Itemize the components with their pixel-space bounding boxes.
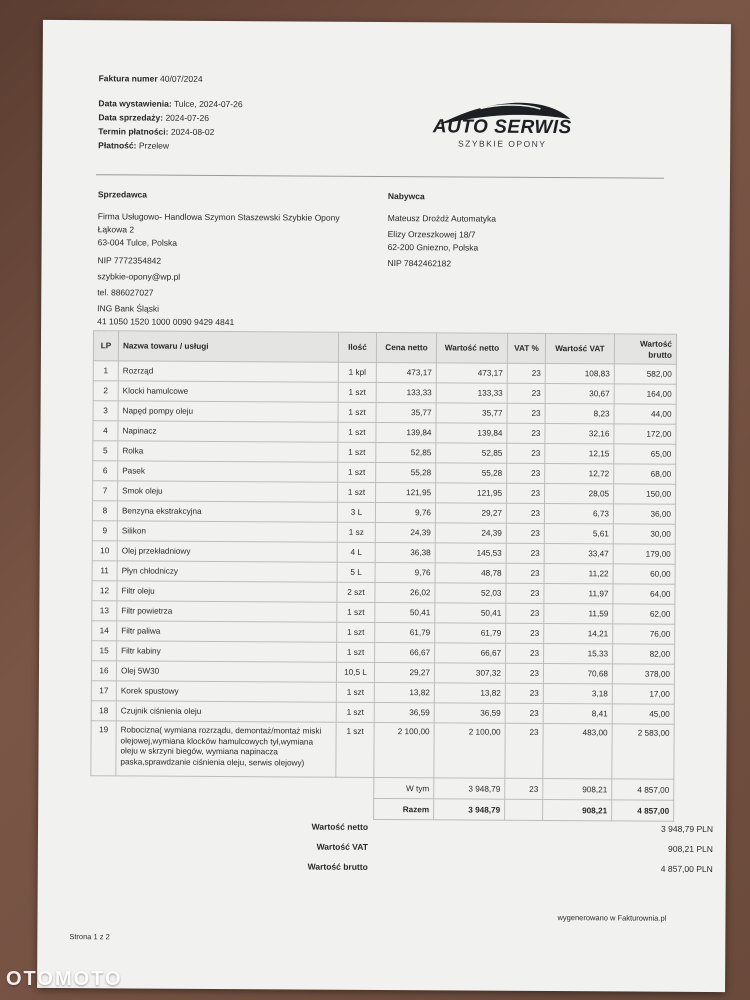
cell-net-value: 24,39: [435, 523, 506, 543]
cell-vat: 23: [506, 643, 544, 663]
cell-vat-value: 483,00: [543, 723, 612, 778]
cell-gross: 76,00: [613, 624, 675, 644]
cell-net-price: 24,39: [375, 522, 435, 542]
table-row: [91, 721, 674, 780]
cell-gross: 17,00: [612, 684, 674, 704]
cell-vat: 23: [506, 543, 544, 563]
cell-qty: 10,5 L: [336, 662, 374, 682]
cell-name: Napinacz: [118, 421, 338, 442]
cell-qty: 2 szt: [337, 582, 375, 602]
cell-net-value: 50,41: [435, 603, 506, 623]
seller-phone: tel. 886027027: [97, 287, 154, 298]
cell-lp: 1: [93, 361, 118, 381]
cell-lp: 17: [91, 681, 116, 701]
cell-net-value: 66,67: [435, 643, 506, 663]
buyer-block: [387, 190, 496, 271]
cell-net-price: 61,79: [375, 622, 435, 642]
cell-vat-value: 6,73: [544, 503, 613, 523]
cell-lp: 16: [91, 661, 116, 681]
cell-qty: 1 szt: [338, 442, 376, 462]
cell-lp: 19: [91, 721, 116, 776]
cell-gross: 60,00: [613, 564, 675, 584]
buyer-city: 62-200 Gniezno, Polska: [387, 242, 479, 253]
cell-qty: 5 L: [337, 562, 375, 582]
table-header-row: [93, 331, 676, 365]
cell-vat: 23: [506, 623, 544, 643]
cell-name: Napęd pompy oleju: [118, 401, 338, 422]
cell-name: Smok oleju: [118, 481, 338, 502]
seller-email: szybkie-opony@wp.pl: [97, 271, 181, 282]
cell-net-price: 139,84: [376, 422, 436, 442]
cell-net-value: 2 100,00: [434, 723, 505, 778]
cell-lp: 15: [92, 641, 117, 661]
cell-vat: 23: [507, 363, 545, 383]
cell-name: Klocki hamulcowe: [118, 381, 338, 402]
cell-vat: 23: [505, 683, 543, 703]
buyer-name: Mateusz Drożdż Automatyka: [387, 213, 496, 224]
cell-net-value: 29,27: [435, 503, 506, 523]
col-lp: LP: [93, 331, 118, 361]
page-number: Strona 1 z 2: [69, 932, 110, 942]
cell-vat-value: 3,18: [543, 683, 612, 703]
cell-name: Benzyna ekstrakcyjna: [117, 501, 337, 522]
cell-vat: 23: [507, 383, 545, 403]
cell-net-value: 35,77: [436, 403, 507, 423]
cell-vat-value: 15,33: [544, 643, 613, 663]
cell-qty: 1 szt: [336, 702, 374, 722]
cell-vat-value: 11,97: [544, 583, 613, 603]
cell-qty: 1 szt: [336, 682, 374, 702]
cell-net-price: 13,82: [374, 682, 434, 702]
seller-block: [97, 188, 340, 342]
cell-gross: 30,00: [613, 524, 675, 544]
cell-qty: 1 szt: [338, 402, 376, 422]
cell-net-value: 48,78: [435, 563, 506, 583]
cell-vat-value: 32,16: [545, 423, 614, 443]
cell-vat-value: 28,05: [545, 483, 614, 503]
cell-gross: 378,00: [612, 664, 674, 684]
cell-name: Olej 5W30: [116, 661, 336, 682]
cell-net-price: 35,77: [376, 402, 436, 422]
seller-street: Łąkowa 2: [97, 224, 135, 235]
cell-vat: 23: [506, 583, 544, 603]
col-name: Nazwa towaru / usługi: [118, 331, 338, 362]
cell-vat-value: 108,83: [545, 363, 614, 383]
cell-qty: 1 szt: [338, 422, 376, 442]
cell-name: Czujnik ciśnienia oleju: [116, 701, 336, 722]
cell-net-price: 52,85: [376, 442, 436, 462]
cell-qty: 1 szt: [338, 462, 376, 482]
cell-lp: 9: [92, 521, 117, 541]
logo-title: AUTO SERWIS: [432, 116, 572, 139]
cell-net-price: 36,59: [374, 702, 434, 722]
cell-vat: 23: [507, 463, 545, 483]
invoice-meta: [98, 96, 242, 153]
cell-name: Rozrząd: [118, 361, 338, 382]
cell-gross: 150,00: [614, 484, 676, 504]
cell-net-price: 50,41: [375, 602, 435, 622]
seller-bank: ING Bank Śląski: [97, 303, 160, 314]
buyer-street: Elizy Orzeszkowej 18/7: [387, 229, 476, 240]
cell-gross: 582,00: [614, 364, 676, 384]
cell-name: Silikon: [117, 521, 337, 542]
cell-name: Pasek: [118, 461, 338, 482]
cell-gross: 62,00: [613, 604, 675, 624]
cell-qty: 1 szt: [338, 482, 376, 502]
cell-lp: 11: [92, 561, 117, 581]
seller-account: 41 1050 1520 1000 0090 9429 4841: [97, 316, 235, 328]
cell-vat: 23: [506, 563, 544, 583]
cell-gross: 65,00: [614, 444, 676, 464]
cell-lp: 13: [92, 601, 117, 621]
cell-lp: 3: [93, 401, 118, 421]
cell-net-value: 61,79: [435, 623, 506, 643]
cell-net-value: 121,95: [436, 483, 507, 503]
cell-gross: 2 583,00: [612, 724, 674, 779]
cell-vat: 23: [506, 503, 544, 523]
buyer-nip: NIP 7842462182: [387, 258, 452, 269]
cell-lp: 5: [93, 441, 118, 461]
cell-vat: 23: [505, 703, 543, 723]
cell-vat-value: 12,15: [545, 443, 614, 463]
cell-gross: 82,00: [613, 644, 675, 664]
cell-net-price: 2 100,00: [374, 722, 434, 777]
cell-qty: 1 sz: [337, 522, 375, 542]
cell-name: Korek spustowy: [116, 681, 336, 702]
cell-vat-value: 5,61: [544, 523, 613, 543]
col-net-price: Cena netto: [376, 332, 436, 362]
cell-gross: 164,00: [614, 384, 676, 404]
cell-net-value: 145,53: [435, 543, 506, 563]
items-table: [90, 330, 677, 822]
cell-net-value: 133,33: [436, 383, 507, 403]
total-row: Razem 3 948,79 908,21 4 857,00: [91, 797, 674, 822]
cell-vat: 23: [507, 443, 545, 463]
cell-lp: 14: [92, 621, 117, 641]
cell-vat-value: 30,67: [545, 383, 614, 403]
col-net-value: Wartość netto: [436, 333, 507, 363]
cell-net-price: 121,95: [376, 482, 436, 502]
cell-net-price: 55,28: [376, 462, 436, 482]
cell-net-value: 473,17: [436, 363, 507, 383]
logo-subtitle: SZYBKIE OPONY: [457, 138, 547, 149]
cell-name: Płyn chłodniczy: [117, 561, 337, 582]
cell-name: Filtr kabiny: [117, 641, 337, 662]
cell-qty: 1 szt: [337, 602, 375, 622]
due-date: Termin płatności: 2024-08-02: [98, 126, 215, 137]
cell-net-price: 9,76: [375, 562, 435, 582]
cell-vat-value: 70,68: [543, 663, 612, 683]
cell-vat-value: 33,47: [544, 543, 613, 563]
cell-lp: 10: [92, 541, 117, 561]
cell-vat: 23: [506, 603, 544, 623]
sale-date: Data sprzedaży: 2024-07-26: [98, 112, 209, 123]
subtotal-row: W tym 3 948,79 23 908,21 4 857,00: [91, 776, 674, 801]
buyer-heading: Nabywca: [387, 191, 425, 202]
cell-qty: 1 kpl: [338, 362, 376, 382]
cell-name: Filtr powietrza: [117, 601, 337, 622]
cell-gross: 44,00: [614, 404, 676, 424]
cell-net-price: 26,02: [375, 582, 435, 602]
cell-lp: 6: [93, 461, 118, 481]
col-gross: Wartość brutto: [614, 334, 676, 364]
cell-qty: 4 L: [337, 542, 375, 562]
cell-vat: 23: [507, 483, 545, 503]
cell-lp: 2: [93, 381, 118, 401]
seller-name: Firma Usługowo- Handlowa Szymon Staszewski Szybkie Opony: [97, 211, 340, 223]
cell-net-value: 139,84: [436, 423, 507, 443]
cell-gross: 179,00: [613, 544, 675, 564]
cell-name: Rolka: [118, 441, 338, 462]
cell-vat-value: 12,72: [545, 463, 614, 483]
cell-vat-value: 11,22: [544, 563, 613, 583]
cell-lp: 8: [92, 501, 117, 521]
cell-net-value: 307,32: [434, 663, 505, 683]
cell-net-value: 52,03: [435, 583, 506, 603]
cell-gross: 68,00: [614, 464, 676, 484]
cell-gross: 36,00: [613, 504, 675, 524]
cell-vat: 23: [507, 423, 545, 443]
cell-vat: 23: [507, 403, 545, 423]
col-vat: VAT %: [507, 333, 545, 363]
cell-net-price: 36,38: [375, 542, 435, 562]
cell-net-price: 133,33: [376, 382, 436, 402]
cell-net-price: 66,67: [375, 642, 435, 662]
payment-method: Płatność: Przelew: [98, 140, 170, 151]
cell-net-price: 473,17: [376, 362, 436, 382]
cell-lp: 18: [91, 701, 116, 721]
cell-vat: 23: [505, 723, 543, 778]
cell-name: Robocizna( wymiana rozrządu, demontaż/montaż miski olejowej,wymiana klocków hamulcowych tył,wymiana oleju w skrzyni biegów, wymiana napinacza paska,sprawdzanie ciśnienia oleju, serwis olejowy): [116, 721, 336, 777]
col-vat-value: Wartość VAT: [545, 333, 614, 363]
cell-vat-value: 8,23: [545, 403, 614, 423]
cell-vat-value: 11,59: [544, 603, 613, 623]
seller-heading: Sprzedawca: [97, 189, 148, 200]
cell-net-value: 52,85: [436, 443, 507, 463]
seller-city: 63-004 Tulce, Polska: [97, 237, 178, 248]
issue-date: Data wystawienia: Tulce, 2024-07-26: [98, 98, 243, 110]
generated-note: wygenerowano w Fakturownia.pl: [557, 913, 667, 923]
cell-net-value: 36,59: [434, 703, 505, 723]
seller-nip: NIP 7772354842: [97, 255, 162, 266]
cell-net-value: 13,82: [434, 683, 505, 703]
cell-qty: 3 L: [337, 502, 375, 522]
cell-qty: 1 szt: [337, 622, 375, 642]
cell-gross: 45,00: [612, 704, 674, 724]
col-qty: Ilość: [338, 332, 376, 362]
cell-vat: 23: [505, 663, 543, 683]
otomoto-watermark: OTOMOTO: [6, 968, 123, 990]
cell-gross: 64,00: [613, 584, 675, 604]
cell-vat-value: 14,21: [544, 623, 613, 643]
cell-qty: 1 szt: [336, 722, 374, 777]
company-logo: [420, 94, 590, 175]
cell-net-price: 29,27: [374, 662, 434, 682]
cell-qty: 1 szt: [337, 642, 375, 662]
cell-lp: 12: [92, 581, 117, 601]
cell-gross: 172,00: [614, 424, 676, 444]
cell-vat-value: 8,41: [543, 703, 612, 723]
cell-name: Filtr paliwa: [117, 621, 337, 642]
cell-lp: 4: [93, 421, 118, 441]
invoice-page: [37, 20, 731, 992]
cell-net-price: 9,76: [375, 502, 435, 522]
invoice-number: Faktura numer 40/07/2024: [98, 73, 203, 84]
cell-name: Filtr oleju: [117, 581, 337, 602]
cell-lp: 7: [93, 481, 118, 501]
cell-name: Olej przekładniowy: [117, 541, 337, 562]
cell-qty: 1 szt: [338, 382, 376, 402]
cell-vat: 23: [506, 523, 544, 543]
cell-net-value: 55,28: [436, 463, 507, 483]
